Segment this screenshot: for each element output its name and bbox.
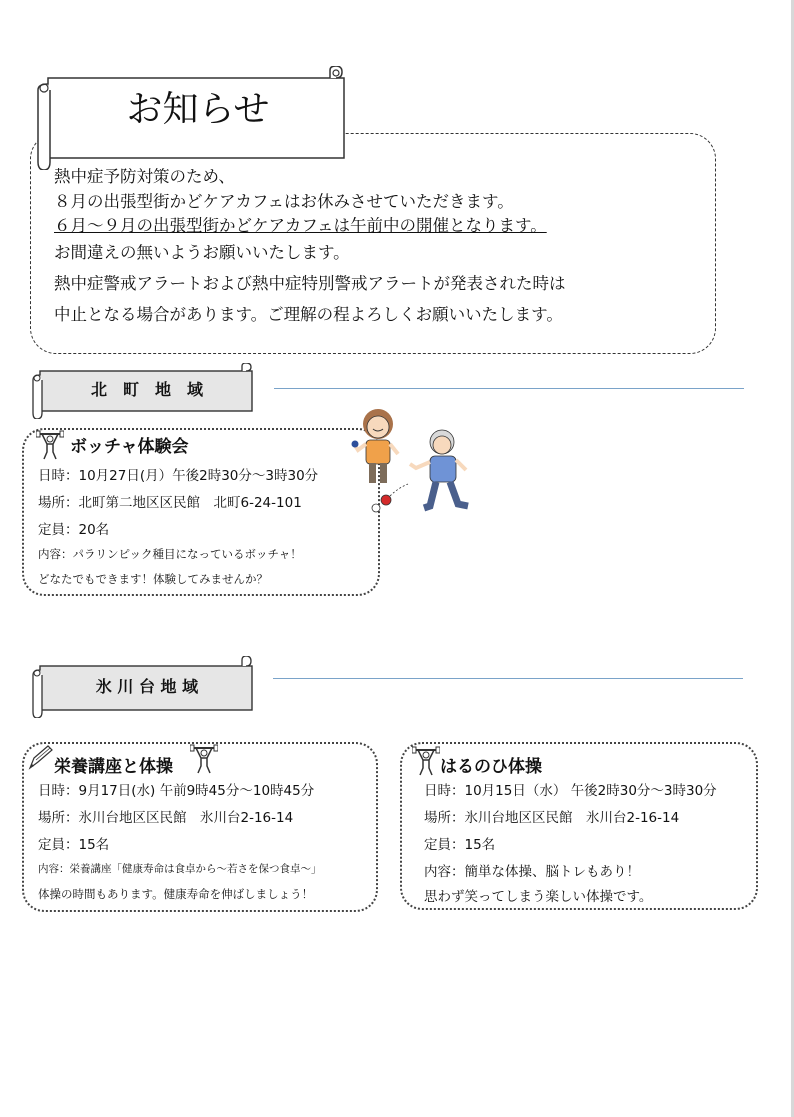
notice-line-6: 中止となる場合があります。ご理解の程よろしくお願いいたします。 <box>54 305 563 324</box>
exercise-person-icon <box>412 746 440 776</box>
nutrition-event-date: 日時：9月17日(水) 午前9時45分～10時45分 <box>38 783 315 799</box>
kitamachi-title: 北 町 地 域 <box>90 380 203 399</box>
nutrition-event-title: 栄養講座と体操 <box>54 757 173 777</box>
nutrition-event-content-1: 内容：栄養講座「健康寿命は食卓から～若さを保つ食卓～」 <box>38 863 322 875</box>
harunohi-event-place: 場所：氷川台地区区民館 氷川台2-16-14 <box>424 810 680 826</box>
notice-line-1: 熱中症予防対策のため、 <box>54 167 235 186</box>
notice-line-4: お間違えの無いようお願いいたします。 <box>54 243 350 262</box>
bocce-event-capacity: 定員：20名 <box>38 522 110 538</box>
bocce-players-illustration <box>350 402 480 520</box>
notice-line-5: 熱中症警戒アラートおよび熱中症特別警戒アラートが発表された時は <box>54 274 566 293</box>
exercise-person-icon <box>36 430 64 460</box>
kitamachi-divider <box>274 388 744 389</box>
bocce-event-place: 場所：北町第二地区区民館 北町6-24-101 <box>38 495 302 511</box>
bocce-event-title: ボッチャ体験会 <box>70 437 189 457</box>
notice-title: お知らせ <box>126 89 270 130</box>
notice-line-3: ６月～９月の出張型街かどケアカフェは午前中の開催となります。 <box>54 216 547 235</box>
nutrition-event-place: 場所：氷川台地区区民館 氷川台2-16-14 <box>38 810 294 826</box>
pencil-icon <box>26 744 54 772</box>
notice-line-2: ８月の出張型街かどケアカフェはお休みさせていただきます。 <box>54 192 514 211</box>
harunohi-event-date: 日時：10月15日（水） 午後2時30分～3時30分 <box>424 783 717 799</box>
hikawadai-divider <box>273 678 743 679</box>
harunohi-event-title: はるのひ体操 <box>440 757 542 777</box>
nutrition-event-content-2: 体操の時間もあります。健康寿命を伸ばしましょう！ <box>38 887 314 901</box>
exercise-person-icon <box>190 744 218 774</box>
bocce-event-date: 日時：10月27日(月）午後2時30分～3時30分 <box>38 468 319 484</box>
bocce-event-content-2: どなたでもできます！体験してみませんか？ <box>38 572 268 586</box>
harunohi-event-content-1: 内容：簡単な体操、脳トレもあり！ <box>424 864 640 880</box>
nutrition-event-capacity: 定員：15名 <box>38 837 110 853</box>
harunohi-event-content-2: 思わず笑ってしまう楽しい体操です。 <box>424 889 653 905</box>
hikawadai-title: 氷 川 台 地 域 <box>95 677 199 696</box>
bocce-event-content-1: 内容：パラリンピック種目になっているボッチャ！ <box>38 547 302 561</box>
harunohi-event-capacity: 定員：15名 <box>424 837 496 853</box>
